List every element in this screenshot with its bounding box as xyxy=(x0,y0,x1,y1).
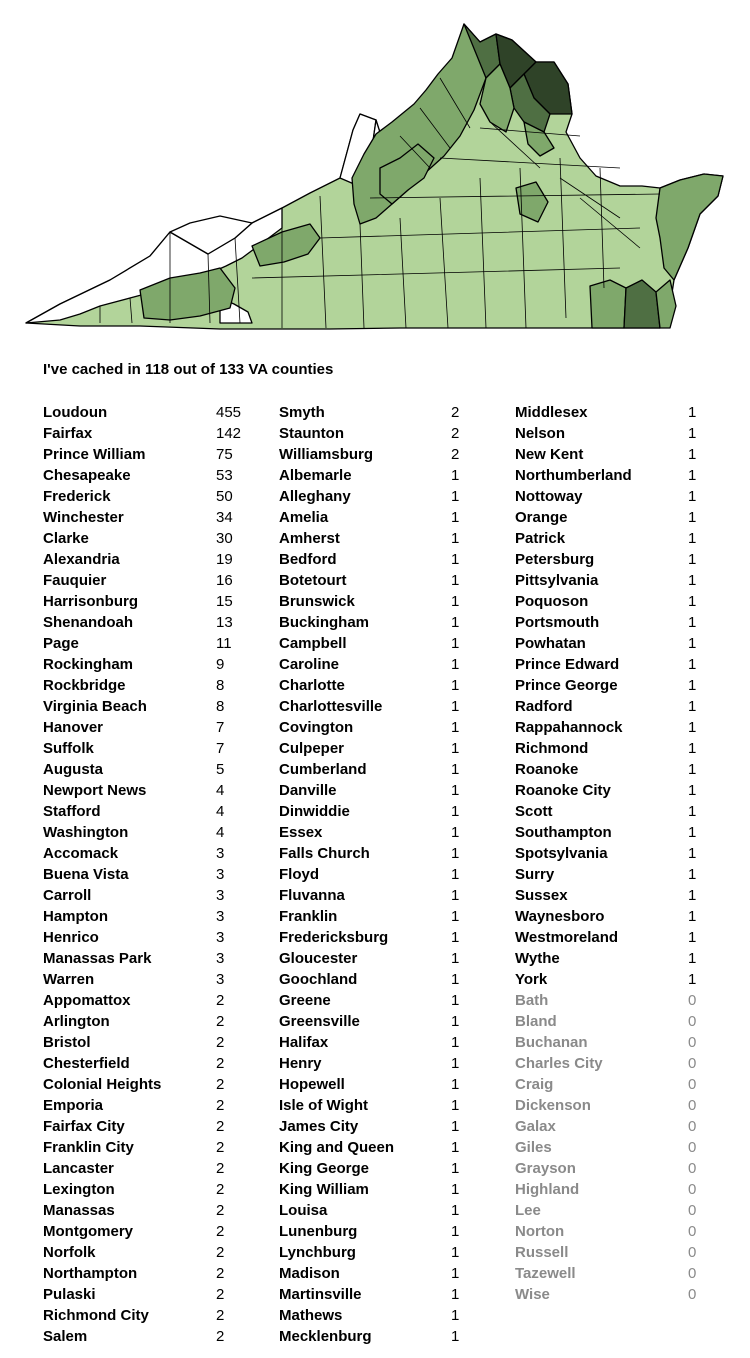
cache-count: 2 xyxy=(216,1013,225,1030)
cache-count: 1 xyxy=(451,1307,460,1324)
county-name: Poquoson xyxy=(515,593,589,610)
county-name: Fairfax City xyxy=(43,1118,125,1135)
cache-count: 1 xyxy=(688,593,697,610)
cache-count: 2 xyxy=(451,404,460,421)
county-name: Grayson xyxy=(515,1160,576,1177)
cache-count: 16 xyxy=(216,572,233,589)
county-name: Mathews xyxy=(279,1307,343,1324)
cache-count: 1 xyxy=(451,866,460,883)
cache-count: 1 xyxy=(451,614,460,631)
county-name: Pulaski xyxy=(43,1286,96,1303)
county-name: Campbell xyxy=(279,635,347,652)
cache-count: 1 xyxy=(451,1034,460,1051)
county-name: Caroline xyxy=(279,656,340,673)
county-name: Danville xyxy=(279,782,337,799)
cache-count: 1 xyxy=(451,992,460,1009)
cache-count: 0 xyxy=(688,1244,697,1261)
county-name: Charlottesville xyxy=(279,698,383,715)
cache-count: 3 xyxy=(216,887,225,904)
county-name: Fairfax xyxy=(43,425,93,442)
cache-count: 1 xyxy=(688,572,697,589)
county-name: Arlington xyxy=(43,1013,110,1030)
county-name: James City xyxy=(279,1118,359,1135)
county-name: Franklin City xyxy=(43,1139,134,1156)
cache-count: 1 xyxy=(688,656,697,673)
county-name: Pittsylvania xyxy=(515,572,599,589)
county-name: Orange xyxy=(515,509,568,526)
county-name: Carroll xyxy=(43,887,92,904)
county-name: Craig xyxy=(515,1076,554,1093)
cache-count: 19 xyxy=(216,551,233,568)
cache-count: 1 xyxy=(688,404,697,421)
cache-count: 1 xyxy=(688,635,697,652)
county-name: Northumberland xyxy=(515,467,632,484)
cache-count: 2 xyxy=(216,1328,225,1345)
cache-count: 1 xyxy=(688,425,697,442)
county-name: Lee xyxy=(515,1202,541,1219)
cache-count: 0 xyxy=(688,1097,697,1114)
county-name: Tazewell xyxy=(515,1265,576,1282)
cache-count: 1 xyxy=(451,1202,460,1219)
cache-count: 1 xyxy=(451,908,460,925)
cache-count: 2 xyxy=(216,1076,225,1093)
county-name: Scott xyxy=(515,803,553,820)
county-name: Charles City xyxy=(515,1055,603,1072)
summary-text: I've cached in 118 out of 133 VA counties xyxy=(43,361,334,378)
county-name: Bath xyxy=(515,992,549,1009)
cache-count: 1 xyxy=(451,803,460,820)
county-name: Fauquier xyxy=(43,572,107,589)
county-name: Clarke xyxy=(43,530,89,547)
county-name: Halifax xyxy=(279,1034,329,1051)
cache-count: 1 xyxy=(688,866,697,883)
cache-count: 8 xyxy=(216,677,225,694)
cache-count: 2 xyxy=(216,1181,225,1198)
county-name: Covington xyxy=(279,719,354,736)
cache-count: 4 xyxy=(216,782,225,799)
cache-count: 1 xyxy=(451,1139,460,1156)
cache-count: 1 xyxy=(688,971,697,988)
county-name: Henry xyxy=(279,1055,322,1072)
county-name: Appomattox xyxy=(43,992,131,1009)
county-name: Lunenburg xyxy=(279,1223,358,1240)
cache-count: 4 xyxy=(216,803,225,820)
cache-count: 3 xyxy=(216,929,225,946)
county-name: Gloucester xyxy=(279,950,358,967)
county-name: Fluvanna xyxy=(279,887,345,904)
county-name: Rockbridge xyxy=(43,677,126,694)
cache-count: 1 xyxy=(688,488,697,505)
county-name: Dinwiddie xyxy=(279,803,350,820)
county-name: Essex xyxy=(279,824,323,841)
county-name: Giles xyxy=(515,1139,552,1156)
cache-count: 13 xyxy=(216,614,233,631)
county-name: Prince Edward xyxy=(515,656,620,673)
cache-count: 1 xyxy=(688,467,697,484)
cache-count: 2 xyxy=(216,1202,225,1219)
cache-count: 1 xyxy=(688,509,697,526)
county-name: Portsmouth xyxy=(515,614,600,631)
cache-count: 2 xyxy=(216,1160,225,1177)
county-name: Williamsburg xyxy=(279,446,374,463)
county-name: Winchester xyxy=(43,509,124,526)
county-name: Wise xyxy=(515,1286,550,1303)
county-name: Staunton xyxy=(279,425,344,442)
cache-count: 1 xyxy=(688,698,697,715)
county-name: Chesterfield xyxy=(43,1055,130,1072)
cache-count: 1 xyxy=(688,908,697,925)
county-name: Montgomery xyxy=(43,1223,133,1240)
cache-count: 1 xyxy=(451,635,460,652)
county-name: Emporia xyxy=(43,1097,104,1114)
cache-count: 1 xyxy=(688,803,697,820)
cache-count: 1 xyxy=(451,740,460,757)
cache-count: 1 xyxy=(451,1097,460,1114)
cache-count: 0 xyxy=(688,1055,697,1072)
county-name: Alleghany xyxy=(279,488,351,505)
county-name: Henrico xyxy=(43,929,99,946)
county-name: Loudoun xyxy=(43,404,108,421)
county-name: Roanoke City xyxy=(515,782,611,799)
county-name: Bedford xyxy=(279,551,337,568)
cache-count: 2 xyxy=(216,1286,225,1303)
county-name: Greene xyxy=(279,992,331,1009)
county-name: Wythe xyxy=(515,950,560,967)
cache-count: 2 xyxy=(216,1034,225,1051)
cache-count: 50 xyxy=(216,488,233,505)
county-name: Hampton xyxy=(43,908,108,925)
county-name: Westmoreland xyxy=(515,929,619,946)
county-name: Middlesex xyxy=(515,404,588,421)
county-name: Suffolk xyxy=(43,740,94,757)
county-name: York xyxy=(515,971,548,988)
cache-count: 53 xyxy=(216,467,233,484)
county-name: Prince William xyxy=(43,446,146,463)
cache-count: 1 xyxy=(451,698,460,715)
cache-count: 2 xyxy=(216,1139,225,1156)
county-name: Louisa xyxy=(279,1202,328,1219)
cache-count: 1 xyxy=(451,467,460,484)
county-name: Powhatan xyxy=(515,635,586,652)
cache-count: 2 xyxy=(451,425,460,442)
county-name: Waynesboro xyxy=(515,908,605,925)
cache-count: 1 xyxy=(451,593,460,610)
county-name: Lynchburg xyxy=(279,1244,356,1261)
cache-count: 0 xyxy=(688,992,697,1009)
county-name: Rappahannock xyxy=(515,719,623,736)
county-name: Bland xyxy=(515,1013,557,1030)
cache-count: 1 xyxy=(451,572,460,589)
cache-count: 7 xyxy=(216,740,225,757)
county-suffolk xyxy=(590,280,626,328)
cache-count: 1 xyxy=(451,1328,460,1345)
county-name: Albemarle xyxy=(279,467,352,484)
county-name: Colonial Heights xyxy=(43,1076,162,1093)
cache-count: 1 xyxy=(451,1244,460,1261)
cache-count: 1 xyxy=(688,845,697,862)
county-name: Galax xyxy=(515,1118,556,1135)
county-name: Virginia Beach xyxy=(43,698,147,715)
county-name: Harrisonburg xyxy=(43,593,139,610)
cache-count: 75 xyxy=(216,446,233,463)
cache-count: 1 xyxy=(451,1160,460,1177)
cache-count: 0 xyxy=(688,1265,697,1282)
cache-count: 1 xyxy=(688,761,697,778)
county-name: Prince George xyxy=(515,677,618,694)
county-name: Petersburg xyxy=(515,551,595,568)
county-name: Accomack xyxy=(43,845,119,862)
cache-count: 1 xyxy=(688,551,697,568)
county-name: Patrick xyxy=(515,530,566,547)
cache-count: 3 xyxy=(216,950,225,967)
county-name: Lexington xyxy=(43,1181,115,1198)
cache-count: 1 xyxy=(451,824,460,841)
cache-count: 1 xyxy=(451,1118,460,1135)
cache-count: 1 xyxy=(688,530,697,547)
cache-count: 142 xyxy=(216,425,242,442)
cache-count: 0 xyxy=(688,1139,697,1156)
cache-count: 1 xyxy=(451,488,460,505)
county-name: Highland xyxy=(515,1181,580,1198)
cache-count: 1 xyxy=(451,656,460,673)
county-name: Southampton xyxy=(515,824,612,841)
cache-count: 1 xyxy=(451,1181,460,1198)
county-name: Martinsville xyxy=(279,1286,362,1303)
county-name: Newport News xyxy=(43,782,147,799)
cache-count: 1 xyxy=(451,509,460,526)
county-name: Greensville xyxy=(279,1013,360,1030)
cache-count: 0 xyxy=(688,1034,697,1051)
county-name: Manassas xyxy=(43,1202,115,1219)
county-name: Goochland xyxy=(279,971,358,988)
county-name: New Kent xyxy=(515,446,584,463)
cache-count: 2 xyxy=(216,1265,225,1282)
cache-count: 34 xyxy=(216,509,233,526)
county-name: Augusta xyxy=(43,761,103,778)
county-name: Russell xyxy=(515,1244,569,1261)
county-name: Norton xyxy=(515,1223,565,1240)
county-name: Smyth xyxy=(279,404,325,421)
county-name: Spotsylvania xyxy=(515,845,608,862)
county-name: Falls Church xyxy=(279,845,370,862)
county-name: Isle of Wight xyxy=(279,1097,369,1114)
cache-count: 11 xyxy=(216,635,232,652)
cache-count: 3 xyxy=(216,971,225,988)
cache-count: 1 xyxy=(451,719,460,736)
county-name: Charlotte xyxy=(279,677,345,694)
cache-count: 1 xyxy=(451,1286,460,1303)
cache-count: 3 xyxy=(216,866,225,883)
cache-count: 1 xyxy=(688,677,697,694)
cache-count: 1 xyxy=(451,929,460,946)
county-name: Richmond City xyxy=(43,1307,149,1324)
cache-count: 1 xyxy=(451,950,460,967)
cache-count: 1 xyxy=(451,782,460,799)
cache-count: 2 xyxy=(216,1307,225,1324)
cache-count: 1 xyxy=(451,677,460,694)
county-name: Floyd xyxy=(279,866,319,883)
cache-count: 2 xyxy=(216,1223,225,1240)
county-name: Hanover xyxy=(43,719,104,736)
cache-count: 1 xyxy=(451,761,460,778)
county-name: Salem xyxy=(43,1328,88,1345)
county-name: Bristol xyxy=(43,1034,91,1051)
cache-count: 1 xyxy=(451,1223,460,1240)
cache-count: 1 xyxy=(451,1265,460,1282)
cache-count: 3 xyxy=(216,845,225,862)
county-name: Dickenson xyxy=(515,1097,591,1114)
cache-count: 2 xyxy=(451,446,460,463)
cache-count: 1 xyxy=(451,845,460,862)
cache-count: 8 xyxy=(216,698,225,715)
county-name: Buckingham xyxy=(279,614,370,631)
cache-count: 0 xyxy=(688,1160,697,1177)
cache-count: 2 xyxy=(216,1055,225,1072)
cache-count: 3 xyxy=(216,908,225,925)
county-name: Page xyxy=(43,635,79,652)
county-name: Madison xyxy=(279,1265,340,1282)
county-name: Franklin xyxy=(279,908,338,925)
cache-count: 1 xyxy=(688,740,697,757)
cache-count: 2 xyxy=(216,992,225,1009)
cache-count: 2 xyxy=(216,1118,225,1135)
cache-count: 30 xyxy=(216,530,233,547)
county-name: Hopewell xyxy=(279,1076,345,1093)
cache-count: 5 xyxy=(216,761,225,778)
county-name: Warren xyxy=(43,971,95,988)
county-name: Washington xyxy=(43,824,129,841)
county-name: Brunswick xyxy=(279,593,355,610)
cache-count: 0 xyxy=(688,1286,697,1303)
county-name: Buena Vista xyxy=(43,866,129,883)
cache-count: 2 xyxy=(216,1244,225,1261)
county-name: Nottoway xyxy=(515,488,583,505)
cache-count: 1 xyxy=(451,887,460,904)
county-name: Cumberland xyxy=(279,761,367,778)
cache-count: 1 xyxy=(688,446,697,463)
county-name: Manassas Park xyxy=(43,950,152,967)
county-name: Amelia xyxy=(279,509,329,526)
county-name: King George xyxy=(279,1160,370,1177)
cache-count: 1 xyxy=(451,530,460,547)
county-name: Norfolk xyxy=(43,1244,96,1261)
county-name: Alexandria xyxy=(43,551,120,568)
cache-count: 0 xyxy=(688,1013,697,1030)
cache-count: 1 xyxy=(688,824,697,841)
cache-count: 1 xyxy=(688,929,697,946)
cache-count: 1 xyxy=(451,551,460,568)
county-name: Amherst xyxy=(279,530,340,547)
cache-count: 1 xyxy=(451,1055,460,1072)
cache-count: 15 xyxy=(216,593,233,610)
cache-count: 2 xyxy=(216,1097,225,1114)
county-name: Northampton xyxy=(43,1265,138,1282)
county-name: Richmond xyxy=(515,740,589,757)
cache-count: 0 xyxy=(688,1181,697,1198)
county-name: Stafford xyxy=(43,803,101,820)
county-name: Botetourt xyxy=(279,572,347,589)
cache-count: 9 xyxy=(216,656,225,673)
county-name: King William xyxy=(279,1181,369,1198)
cache-count: 1 xyxy=(451,1013,460,1030)
cache-count: 0 xyxy=(688,1223,697,1240)
county-name: Nelson xyxy=(515,425,566,442)
county-name: Roanoke xyxy=(515,761,579,778)
cache-count: 1 xyxy=(451,971,460,988)
cache-count: 455 xyxy=(216,404,242,421)
cache-count: 1 xyxy=(451,1076,460,1093)
county-name: Buchanan xyxy=(515,1034,588,1051)
county-name: Fredericksburg xyxy=(279,929,389,946)
cache-count: 1 xyxy=(688,614,697,631)
county-name: Surry xyxy=(515,866,555,883)
cache-count: 1 xyxy=(688,719,697,736)
county-name: Mecklenburg xyxy=(279,1328,372,1345)
county-name: Sussex xyxy=(515,887,568,904)
cache-count: 7 xyxy=(216,719,225,736)
cache-count: 1 xyxy=(688,782,697,799)
county-name: Chesapeake xyxy=(43,467,131,484)
cache-count: 1 xyxy=(688,887,697,904)
virginia-county-map xyxy=(20,18,732,336)
county-name: Lancaster xyxy=(43,1160,114,1177)
county-name: Culpeper xyxy=(279,740,345,757)
county-name: Radford xyxy=(515,698,573,715)
cache-count: 4 xyxy=(216,824,225,841)
cache-count: 0 xyxy=(688,1076,697,1093)
county-name: Shenandoah xyxy=(43,614,134,631)
cache-count: 1 xyxy=(688,950,697,967)
county-name: Frederick xyxy=(43,488,111,505)
county-eastern-shore xyxy=(656,174,723,280)
county-name: Rockingham xyxy=(43,656,134,673)
cache-count: 0 xyxy=(688,1118,697,1135)
cache-count: 0 xyxy=(688,1202,697,1219)
county-name: King and Queen xyxy=(279,1139,395,1156)
